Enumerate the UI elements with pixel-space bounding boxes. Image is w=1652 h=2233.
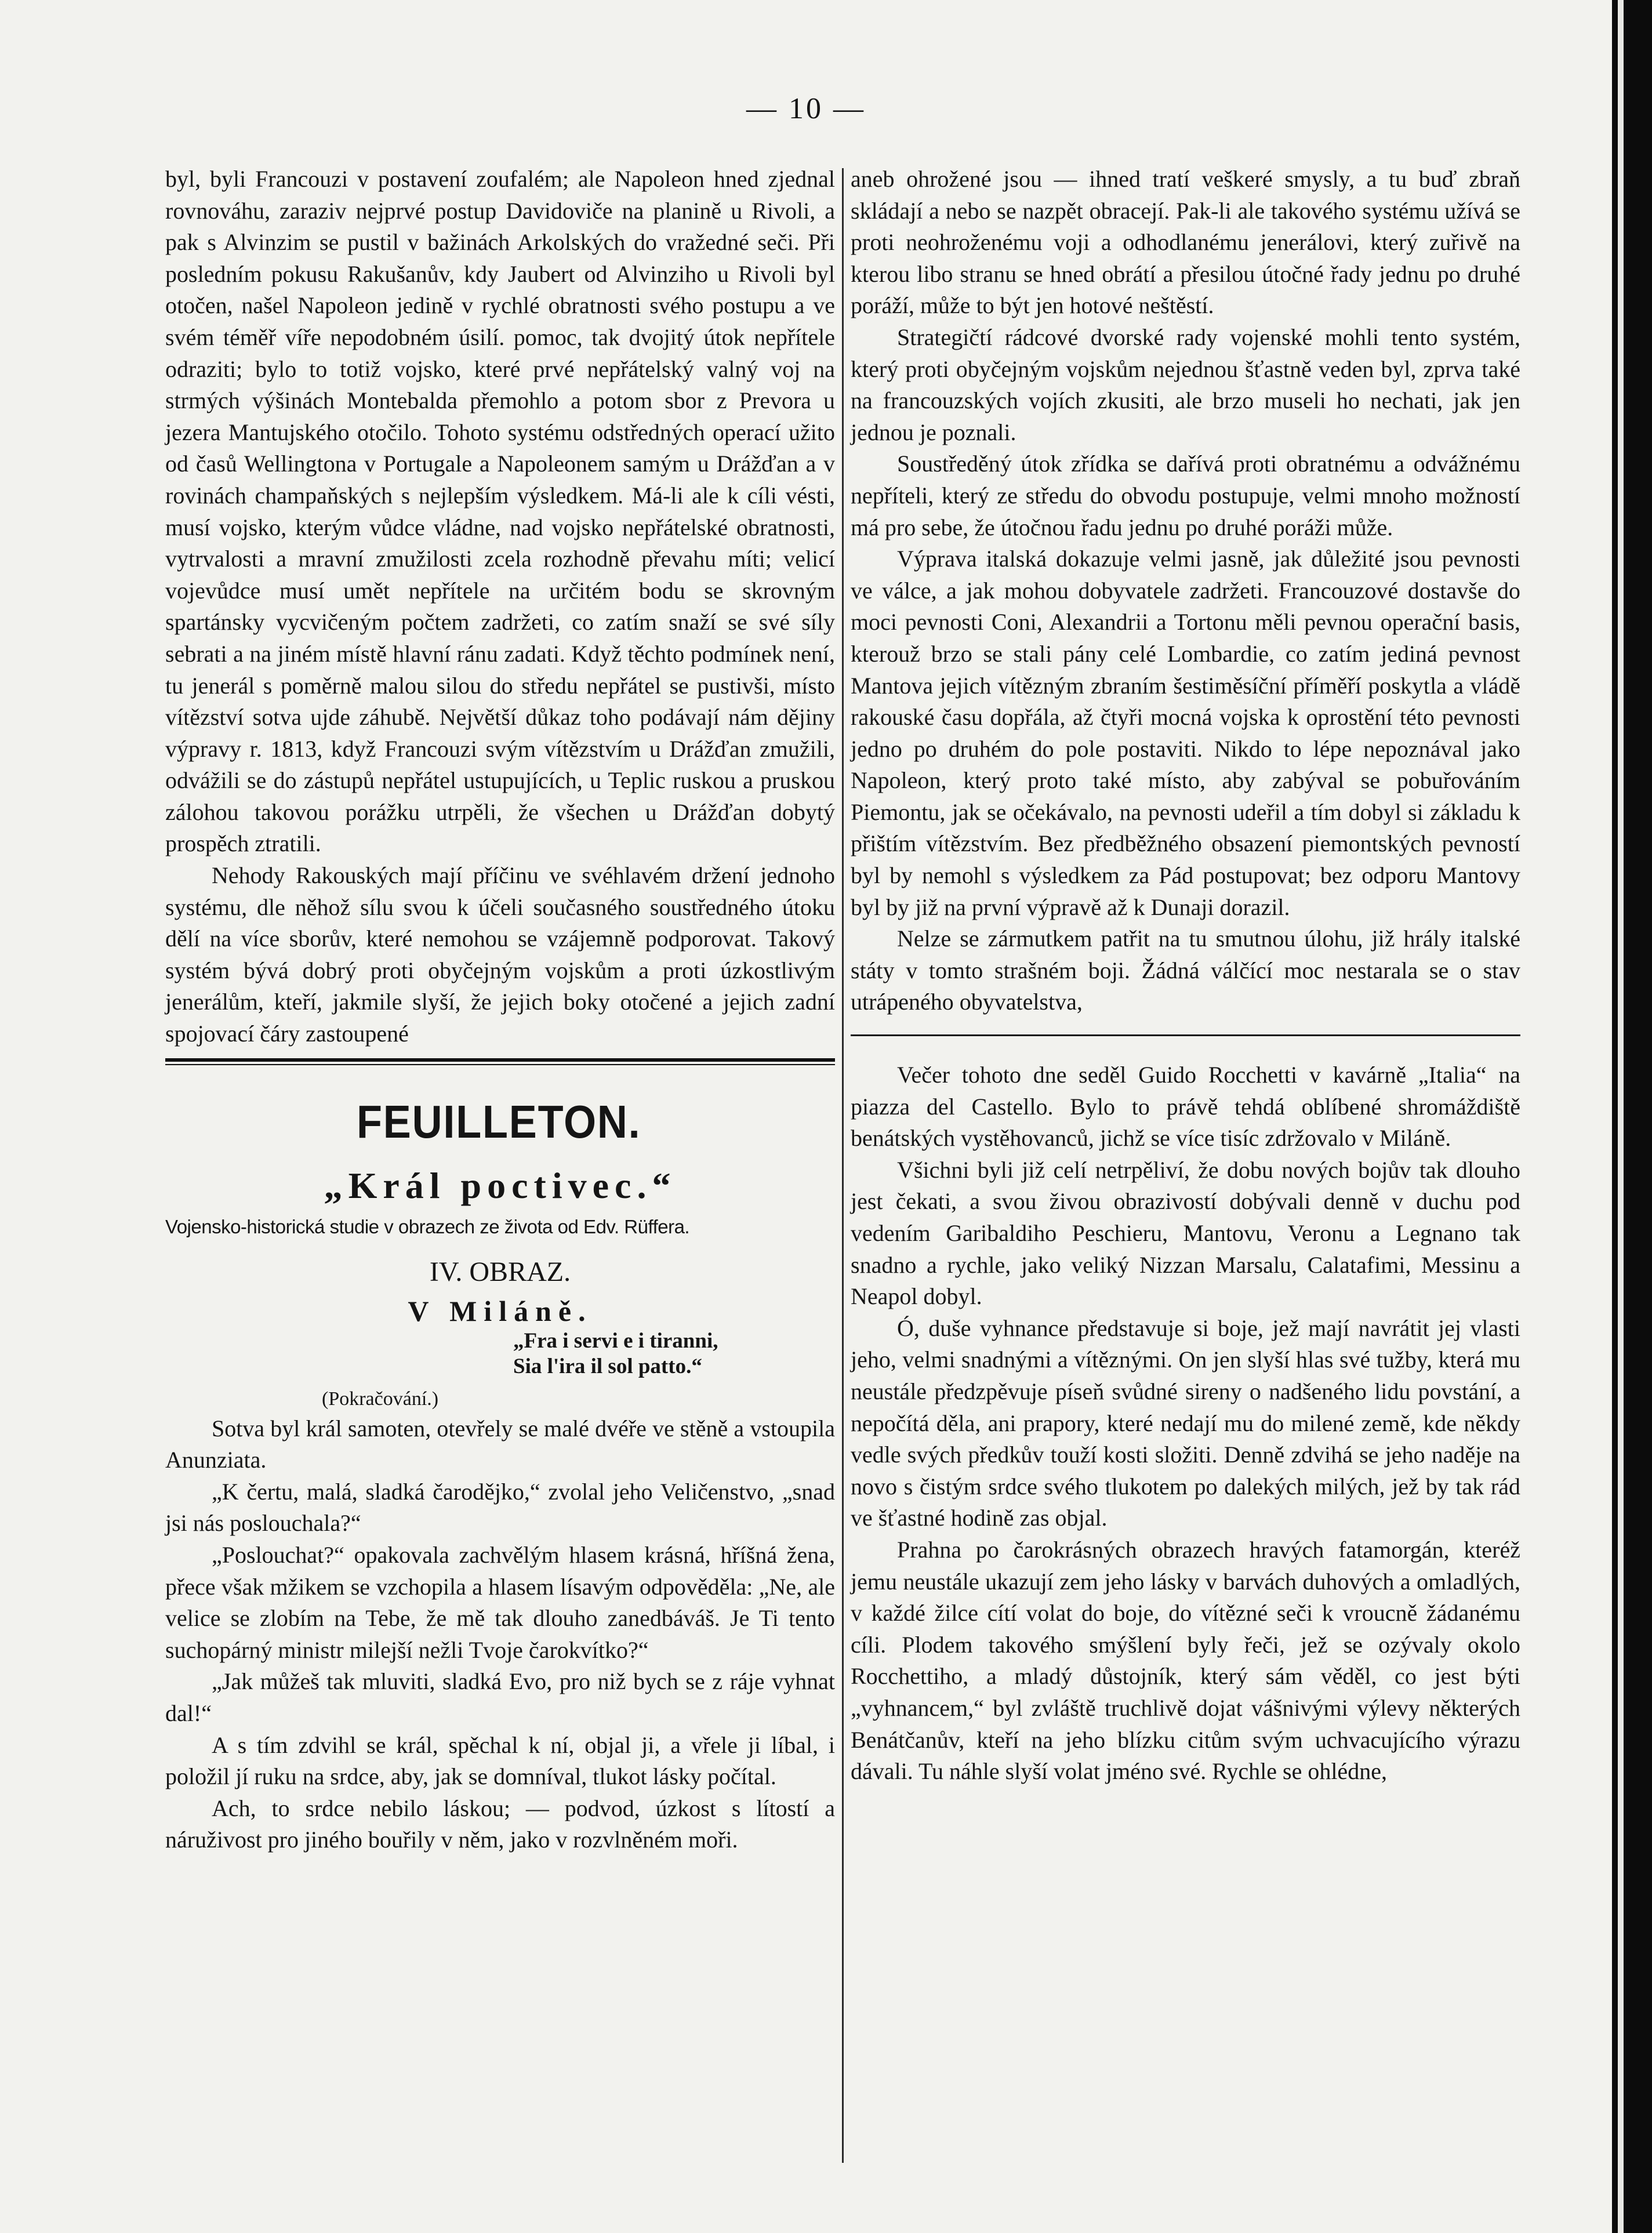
story-paragraph: Všichni byli již celí netrpěliví, že dobu nových bojův tak dlouho jest čekati, a svou živou obrazivostí dobývali denně v duchu pod vedením Garibaldiho Peschieru, Mantovu, Veronu a Legnano tak snadno a rychle, jako veliký Nizzan Marsalu, Calatafimi, Messinu a Neapol dobyl.: [851, 1156, 1520, 1310]
story-paragraph: Ach, to srdce nebilo láskou; — podvod, úzkost s lítostí a náruživost pro jiného bouřily v něm, jako v rozvlněném moři.: [165, 1795, 835, 1853]
story-paragraph: „Poslouchat?“ opakovala zachvělým hlasem krásná, hříšná žena, přece však mžikem se vzchopila a hlasem lísavým odpověděla: „Ne, ale velice se zlobím na Tebe, že mě tak dlouho zanedbáváš. Je Ti tento suchopárný ministr milejší nežli Tvoje čarokvítko?“: [165, 1542, 835, 1663]
article-paragraph: Nehody Rakouských mají příčinu ve svéhlavém držení jednoho systému, dle něhož sílu svou k účeli současného soustředného útoku dělí na více sborův, které nemohou se vzájemně podporovat. Takový systém bývá dobrý proti obyčejným vojskům a proti úzkostlivým jenerálům, kteří, jakmile slyší, že jejich boky otočené a jejich zadní spojovací čáry zastoupené: [165, 862, 835, 1047]
column-divider: [842, 168, 844, 2163]
story-paragraph: „K čertu, malá, sladká čarodějko,“ zvolal jeho Veličenstvo, „snad jsi nás poslouchala?“: [165, 1478, 835, 1537]
motto-line: „Fra i servi e i tiranni,: [513, 1328, 718, 1353]
continuation-note: (Pokračování.): [322, 1388, 439, 1410]
feuilleton-heading: FEUILLETON.: [357, 1095, 641, 1148]
left-column: [165, 164, 835, 1856]
motto-line: Sia l'ira il sol patto.“: [513, 1354, 702, 1378]
section-rule-thin: [165, 1064, 835, 1065]
article-paragraph: Nelze se zármutkem patřit na tu smutnou úlohu, již hrály italské státy v tomto strašném boji. Žádná válčící moc nestarala se o stav utrápeného obyvatelstva,: [851, 925, 1520, 1015]
story-title: „Král poctivec.“: [324, 1164, 677, 1206]
scan-border-line: [1618, 0, 1624, 2233]
story-subtitle: Vojensko-historická studie v obrazech ze života od Edv. Rüffera.: [165, 1215, 690, 1237]
right-column: [851, 164, 1520, 1788]
story-paragraph: Prahna po čarokrásných obrazech hravých fatamorgán, kteréž jemu neustále ukazují zem jeho lásky v barvách duhových a omladlých, v každé žilce cítí volat do boje, do vítězné seči k vroucně žádanému cíli. Plodem takového smýšlení byly řeči, jež se ozývaly okolo Rocchettiho, a mladý důstojník, který sám věděl, co jest býti „vyhnancem,“ byl zvláště truchlivě dojat vášnivými výlevy některých Benátčanův, kteří na jeho blízku citům svým uchvacujícího výrazu dávali. Tu náhle slyší volat jméno své. Rychle se ohlédne,: [851, 1536, 1520, 1785]
page-number: — 10 —: [746, 92, 866, 125]
article-paragraph: byl, byli Francouzi v postavení zoufalém; ale Napoleon hned zjednal rovnováhu, zaraziv nejprvé postup Davidoviče na planině u Rivoli, a pak s Alvinzim se pustil v bažinách Arkolských do vražedné seči. Při posledním pokusu Rakušanův, kdy Jaubert od Alvinziho u Rivoli byl otočen, našel Napoleon jedině v rychlé obratnosti svého postupu a ve svém téměř víře nepodobném úsilí. pomoc, tak dvojitý útok nepřítele odraziti; bylo to totiž vojsko, které prvé nepřátelský valný voj na strmých výšinách Montebalda přemohlo a potom sbor z Prevora u jezera Mantujského otočilo. Tohoto systému odstředných operací užito od časů Wellingtona v Portugale a Napoleonem samým u Drážďan a v rovinách champaňských s nejlepším výsledkem. Má-li ale k cíli vésti, musí vojsko, kterým vůdce vládne, nad vojsko nepřátelské obratnosti, vytrvalosti a mravní zmužilosti zcela rozhodně převahu míti; velicí vojevůdce musí umět nepřítele na určitém bodu se skrovným spartánsky vycvičeným počtem zadržeti, co zatím snaží se své síly sebrati a na jiném místě hlavní ránu zadati. Když těchto podmínek není, tu jenerál s poměrně malou silou do středu nepřátel se pustivši, místo vítězství sotva ujde záhubě. Největší důkaz toho podávají nám dějiny výpravy r. 1813, když Francouzi svým vítězstvím u Drážďan zmužili, odvážili se do zástupů nepřátel ustupujících, u Teplic ruskou a pruskou zálohou takovou porážku utrpěli, že všechen u Drážďan dobytý prospěch ztratili.: [165, 166, 835, 857]
article-paragraph: Strategičtí rádcové dvorské rady vojenské mohli tento systém, který proti obyčejným vojskům nejednou šťastně veden byl, zprva také na francouzských vojích zkusiti, ale brzo museli ho nechati, jak jen jednou je poznali.: [851, 324, 1520, 445]
story-paragraph: A s tím zdvihl se král, spěchal k ní, objal ji, a vřele ji líbal, i položil jí ruku na srdce, aby, jak se domníval, tlukot lásky počítal.: [165, 1731, 835, 1790]
story-paragraph: Ó, duše vyhnance představuje si boje, jež mají navrátit jej vlasti jeho, velmi snadnými a vítěznými. On jen slyší hlas své tužby, která mu neustále předzpěvuje píseň svůdné sireny o nadšeného lidu povstání, a nepočítá děla, ani prapory, které nedají mu do milené země, kde někdy vedle svých předkův touží kosti složiti. Denně zdvihá se jeho naděje na novo s čistým srdce svého tlukotem po dalekých milých, jež by tak rád ve šťastné hodině zas objal.: [851, 1315, 1520, 1531]
story-paragraph: „Jak můžeš tak mluviti, sladká Evo, pro niž bych se z ráje vyhnat dal!“: [165, 1668, 835, 1726]
section-rule: [851, 1034, 1520, 1036]
article-paragraph: aneb ohrožené jsou — ihned tratí veškeré smysly, a tu buď zbraň skládají a nebo se nazpět obracejí. Pak-li ale takového systému užívá se proti neohroženému voji a odhodlanému jenerálovi, který zuřivě na kterou libo stranu se hned obrátí a přesilou útočné řady jednu po druhé poráží, může to být jen hotové neštěstí.: [851, 166, 1520, 319]
story-paragraph: Večer tohoto dne seděl Guido Rocchetti v kavárně „Italia“ na piazza del Castello. Bylo to právě tehdá oblíbené shromáždiště benátských vystěhovanců, jichž se více tisíc zdržovalo v Miláně.: [851, 1062, 1520, 1152]
article-paragraph: Soustředěný útok zřídka se dařívá proti obratnému a odvážnému nepříteli, který ze středu do obvodu postupuje, velmi mnoho možností má pro sebe, že útočnou řadu jednu po druhé poráži může.: [851, 451, 1520, 540]
article-paragraph: Výprava italská dokazuje velmi jasně, jak důležité jsou pevnosti ve válce, a jak mohou dobyvatele zadržeti. Francouzové dostavše do moci pevnosti Coni, Alexandrii a Tortonu měli pevnou operační basis, kterouž brzo se stali pány celé Lombardie, co zatím jediná pevnost Mantova jejich vítězným zbraním šestiměsíční příměří poskytla a vládě rakouské času dopřála, až čtyři mocná vojska k oprostění této pevnosti jedno po druhém do pole postaviti. Nikdo to lépe nepoznával jako Napoleon, který proto také místo, aby zabýval se pobuřováním Piemontu, jak se očekávalo, na pevnosti udeřil a tím dobyl si základu k přištím vítězstvím. Bez předběžného obsazení piemontských pevností byl by nemohl s výsledkem za Pád postupovat; bez odporu Mantovy byl by již na první výpravě až k Dunaji dorazil.: [851, 546, 1520, 920]
story-paragraph: Sotva byl král samoten, otevřely se malé dvéře ve stěně a vstoupila Anunziata.: [165, 1415, 835, 1473]
chapter-title: IV. OBRAZ.: [429, 1256, 571, 1287]
section-rule: [165, 1058, 835, 1062]
chapter-place: V Miláně.: [408, 1294, 593, 1327]
motto: [513, 1328, 835, 1379]
